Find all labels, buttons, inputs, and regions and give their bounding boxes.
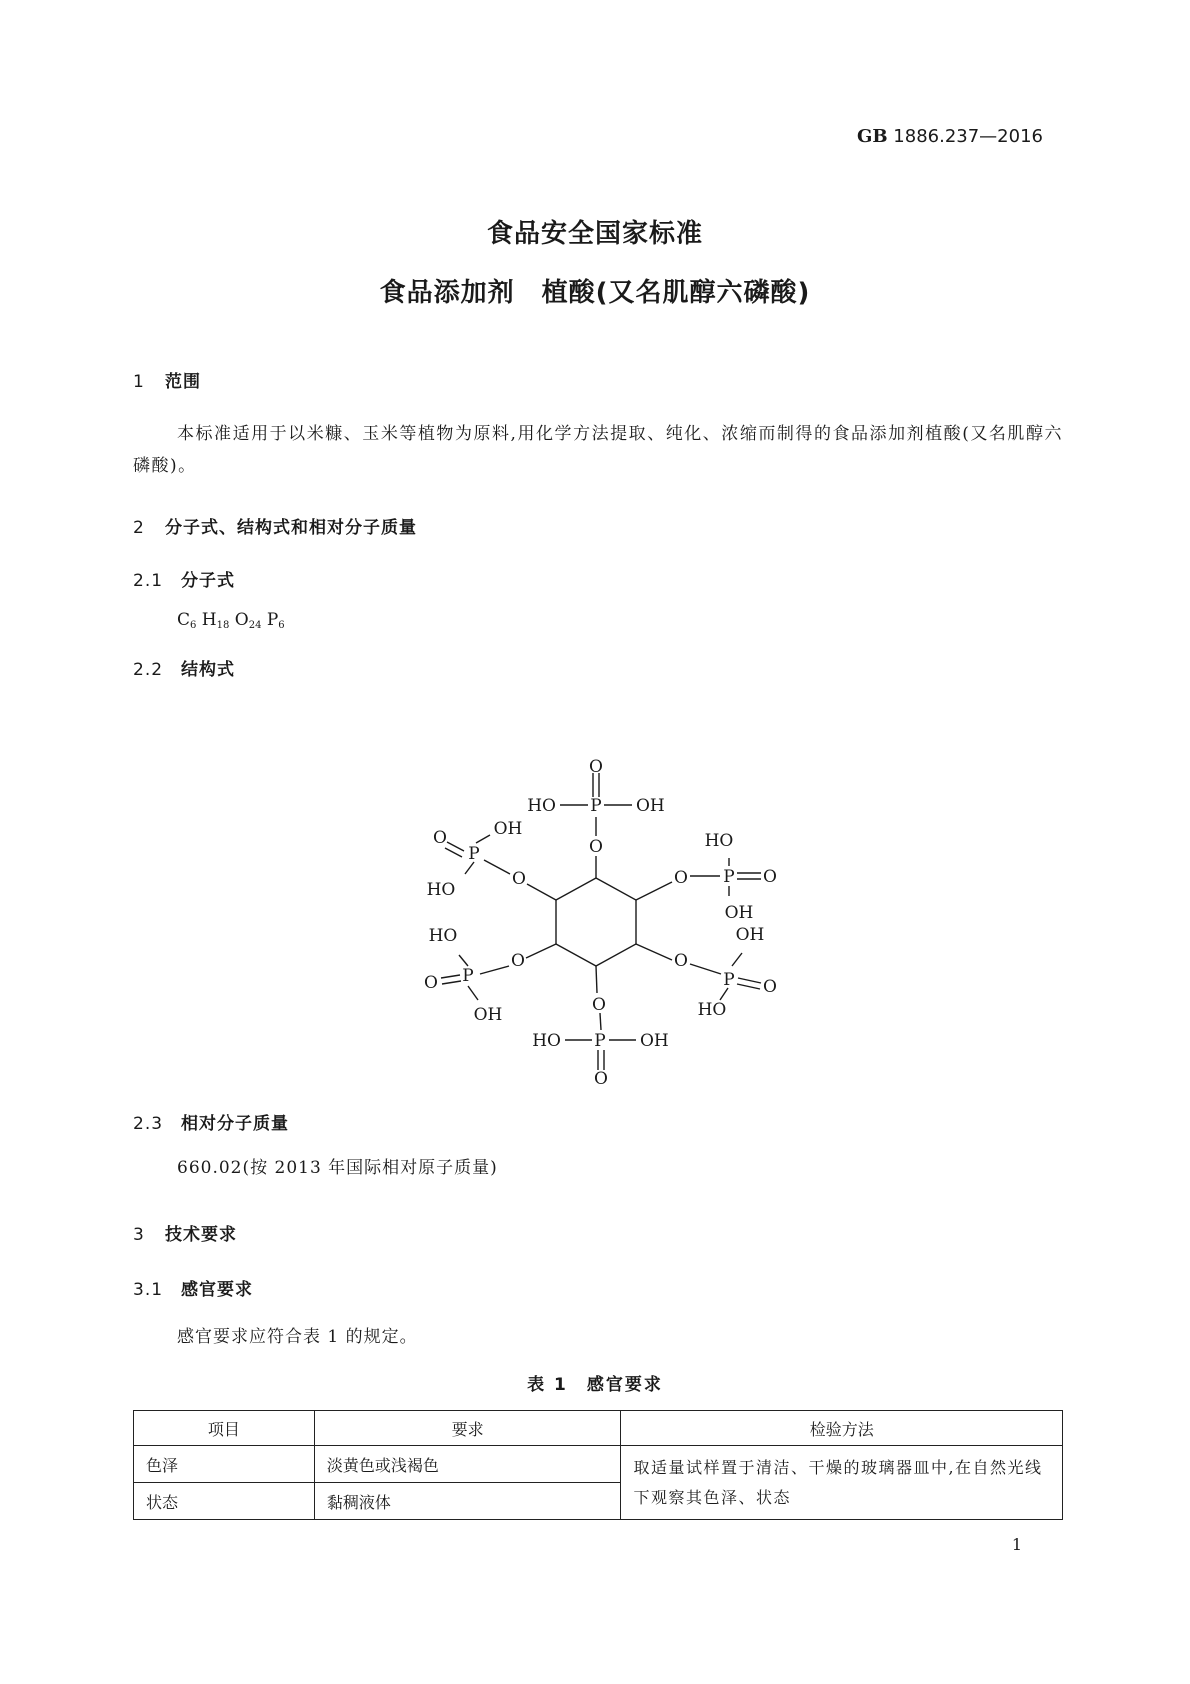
requirement-cell: 淡黄色或浅褐色 bbox=[314, 1446, 621, 1483]
table-header-row bbox=[134, 1411, 1063, 1446]
section-title: 相对分子质量 bbox=[181, 1114, 289, 1134]
table-caption: 表 1 感官要求 bbox=[527, 1375, 663, 1395]
atom-label: P bbox=[590, 796, 602, 816]
atom-label: O bbox=[512, 869, 526, 889]
scope-text: 本标准适用于以米糠、玉米等植物为原料,用化学方法提取、纯化、浓缩而制得的食品添加剂植酸(又名肌醇六磷酸)。 bbox=[133, 424, 1063, 476]
phosphate-bonds bbox=[441, 773, 761, 1070]
atom-label: OH bbox=[735, 925, 765, 945]
requirement-cell: 黏稠液体 bbox=[314, 1483, 621, 1520]
atom-label: HO bbox=[426, 880, 456, 900]
standard-prefix: GB bbox=[856, 126, 888, 147]
atom-label: HO bbox=[532, 1031, 561, 1051]
document-subtitle: 食品添加剂 植酸(又名肌醇六磷酸) bbox=[379, 278, 811, 308]
molecular-formula: $C_6$ $H_{18}$ $O_{24}$ $P_6$ bbox=[177, 610, 285, 631]
atom-label: P bbox=[723, 970, 735, 990]
atom-label: O bbox=[674, 951, 688, 971]
atom-label: OH bbox=[640, 1031, 669, 1051]
atom-label: O bbox=[763, 977, 777, 997]
table-row bbox=[134, 1446, 1063, 1483]
atom-label: O bbox=[763, 867, 777, 887]
sensory-requirement-text: 感官要求应符合表 1 的规定。 bbox=[177, 1327, 418, 1347]
section-number: 2.2 bbox=[133, 660, 164, 680]
atom-label: OH bbox=[473, 1005, 503, 1025]
atom-label: P bbox=[462, 966, 474, 986]
atom-label: P bbox=[723, 867, 735, 887]
atom-label: O bbox=[674, 868, 688, 888]
atom-label: HO bbox=[697, 1000, 727, 1020]
section-number: 3 bbox=[133, 1225, 145, 1245]
column-header-item: 项目 bbox=[134, 1411, 315, 1446]
section-number: 1 bbox=[133, 372, 145, 392]
item-cell: 状态 bbox=[134, 1483, 315, 1520]
atom-label: P bbox=[594, 1031, 606, 1051]
section-title: 范围 bbox=[165, 372, 201, 392]
section-2-3-heading bbox=[133, 1109, 289, 1134]
document-title: 食品安全国家标准 bbox=[486, 219, 703, 249]
section-3-1-heading bbox=[133, 1275, 253, 1300]
section-title: 分子式、结构式和相对分子质量 bbox=[165, 518, 417, 538]
atom-label: HO bbox=[704, 831, 734, 851]
atom-labels bbox=[424, 757, 777, 1089]
inositol-ring bbox=[556, 878, 636, 966]
atom-label: O bbox=[424, 973, 438, 993]
atom-label: OH bbox=[636, 796, 665, 816]
section-number: 2 bbox=[133, 518, 145, 538]
atom-label: O bbox=[433, 828, 447, 848]
atom-label: OH bbox=[493, 819, 523, 839]
section-title: 分子式 bbox=[181, 571, 235, 591]
atom-label: O bbox=[592, 995, 606, 1015]
section-title: 感官要求 bbox=[181, 1280, 253, 1300]
atom-label: O bbox=[589, 757, 603, 777]
atom-label: P bbox=[468, 844, 480, 864]
atom-label: HO bbox=[527, 796, 556, 816]
column-header-method: 检验方法 bbox=[621, 1411, 1063, 1446]
section-number: 2.3 bbox=[133, 1114, 164, 1134]
section-title: 技术要求 bbox=[165, 1225, 237, 1245]
atom-label: OH bbox=[724, 903, 754, 923]
atom-label: O bbox=[511, 951, 525, 971]
sensory-requirements-table bbox=[133, 1410, 1063, 1520]
item-cell: 色泽 bbox=[134, 1446, 315, 1483]
atom-label: O bbox=[589, 837, 603, 857]
section-number: 3.1 bbox=[133, 1280, 164, 1300]
standard-number: 1886.237—2016 bbox=[893, 126, 1043, 147]
page-number: 1 bbox=[1011, 1535, 1022, 1554]
section-3-heading bbox=[133, 1220, 237, 1245]
atom-label: HO bbox=[428, 926, 458, 946]
atom-label: O bbox=[594, 1069, 608, 1089]
section-title: 结构式 bbox=[181, 660, 235, 680]
method-cell: 取适量试样置于清洁、干燥的玻璃器皿中,在自然光线下观察其色泽、状态 bbox=[621, 1446, 1063, 1520]
section-number: 2.1 bbox=[133, 571, 164, 591]
column-header-requirement: 要求 bbox=[314, 1411, 621, 1446]
molecular-mass-text: 660.02(按 2013 年国际相对原子质量) bbox=[177, 1158, 498, 1178]
